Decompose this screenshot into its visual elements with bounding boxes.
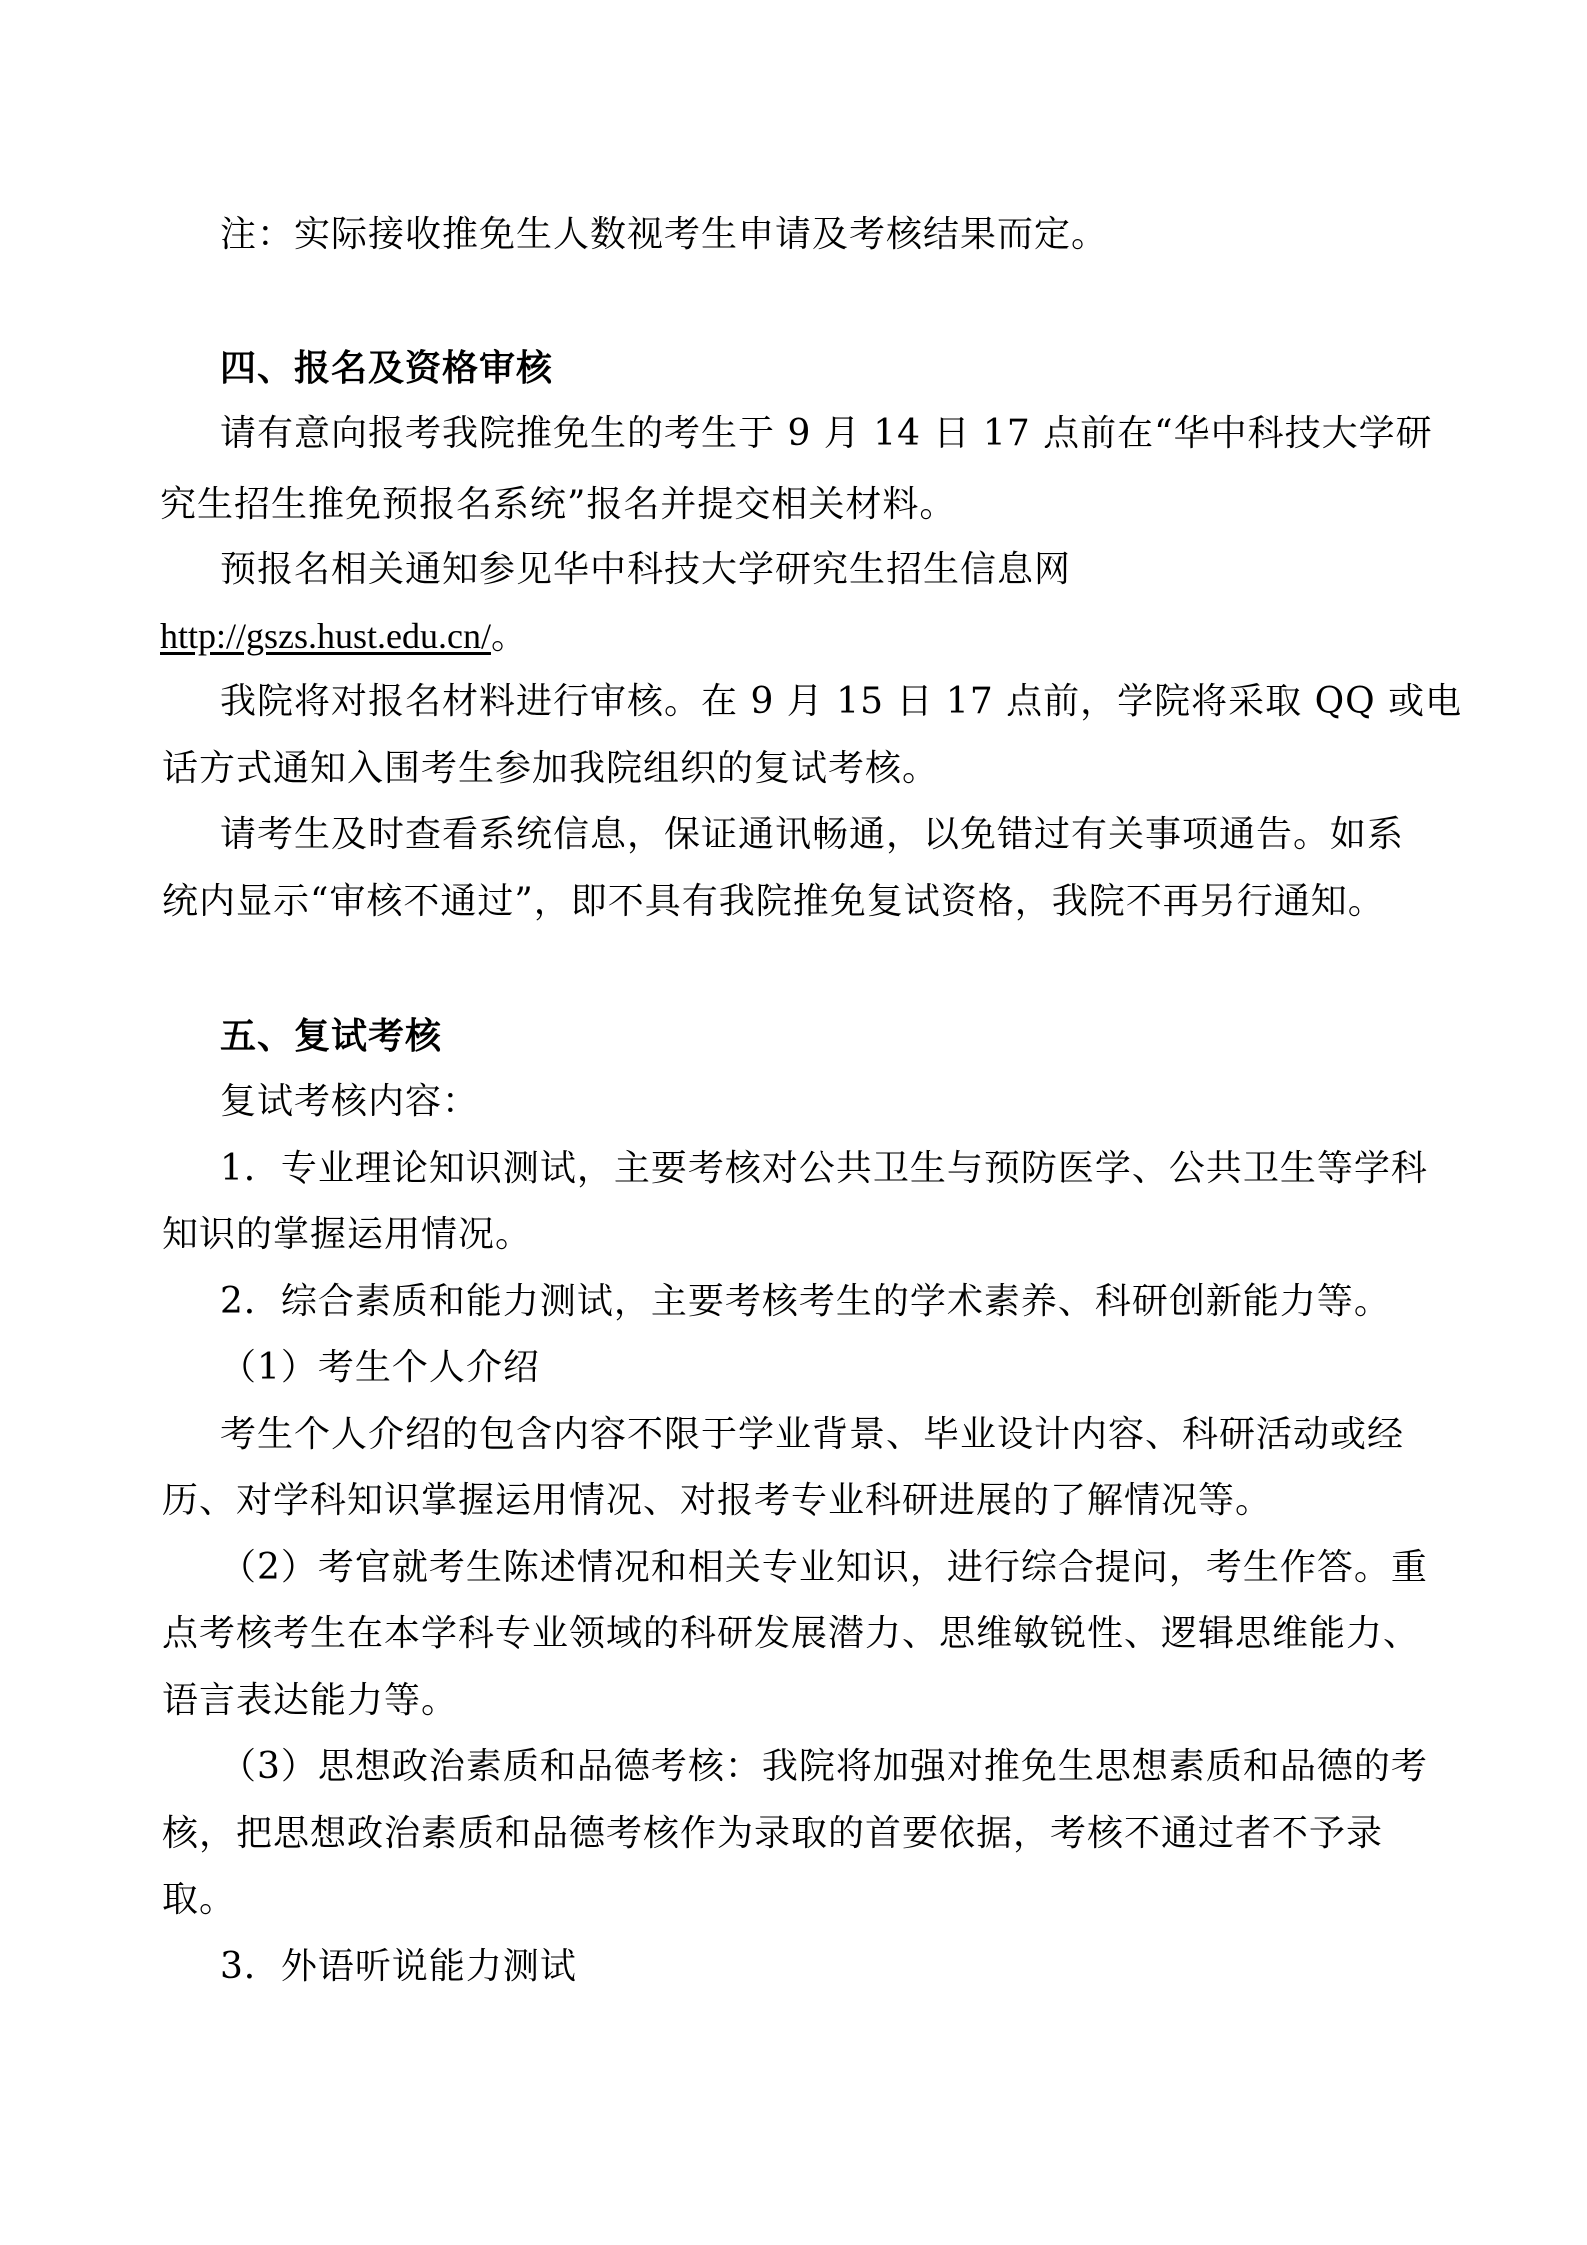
link-trailing-period: 。 [490, 616, 528, 657]
sub-item-3-line-3: 取。 [162, 1879, 237, 1920]
sub-item-1-title: （1）考生个人介绍 [220, 1347, 540, 1388]
section-4-paragraph-2-line-1: 预报名相关通知参见华中科技大学研究生招生信息网 [220, 549, 1072, 590]
item-3: 3．外语听说能力测试 [220, 1946, 577, 1987]
sub-item-2-line-2: 点考核考生在本学科专业领域的科研发展潜力、思维敏锐性、逻辑思维能力、 [162, 1613, 1421, 1654]
section-5-heading: 五、复试考核 [220, 1015, 443, 1057]
section-4-heading: 四、报名及资格审核 [220, 347, 554, 389]
sub-item-2-line-1: （2）考官就考生陈述情况和相关专业知识，进行综合提问，考生作答。重 [220, 1547, 1428, 1588]
sub-item-2-line-3: 语言表达能力等。 [162, 1680, 459, 1721]
item-1-line-1: 1．专业理论知识测试，主要考核对公共卫生与预防医学、公共卫生等学科 [220, 1148, 1428, 1189]
section-4-paragraph-1-line-2: 究生招生推免预报名系统”报名并提交相关材料。 [160, 484, 957, 525]
section-4-paragraph-4-line-1: 请考生及时查看系统信息，保证通讯畅通，以免错过有关事项通告。如系 [220, 814, 1405, 855]
sub-item-1-line-1: 考生个人介绍的包含内容不限于学业背景、毕业设计内容、科研活动或经 [220, 1414, 1405, 1455]
note-text: 注：实际接收推免生人数视考生申请及考核结果而定。 [220, 214, 1109, 255]
section-4-paragraph-4-line-2: 统内显示“审核不通过”，即不具有我院推免复试资格，我院不再另行通知。 [162, 881, 1385, 922]
section-4-paragraph-3-line-2: 话方式通知入围考生参加我院组织的复试考核。 [162, 748, 940, 789]
section-4-paragraph-2-line-2 [160, 614, 528, 659]
section-4-paragraph-1-line-1: 请有意向报考我院推免生的考生于 9 月 14 日 17 点前在“华中科技大学研 [220, 413, 1433, 454]
section-4-paragraph-3-line-1: 我院将对报名材料进行审核。在 9 月 15 日 17 点前，学院将采取 QQ 或电 [220, 681, 1463, 722]
item-2: 2．综合素质和能力测试，主要考核考生的学术素养、科研创新能力等。 [220, 1281, 1391, 1322]
item-1-line-2: 知识的掌握运用情况。 [162, 1214, 533, 1255]
sub-item-3-line-1: （3）思想政治素质和品德考核：我院将加强对推免生思想素质和品德的考 [220, 1746, 1428, 1787]
sub-item-1-line-2: 历、对学科知识掌握运用情况、对报考专业科研进展的了解情况等。 [162, 1480, 1273, 1521]
admissions-website-link[interactable]: http://gszs.hust.edu.cn/ [160, 616, 491, 656]
section-5-intro: 复试考核内容： [220, 1081, 480, 1122]
sub-item-3-line-2: 核，把思想政治素质和品德考核作为录取的首要依据，考核不通过者不予录 [162, 1813, 1384, 1854]
